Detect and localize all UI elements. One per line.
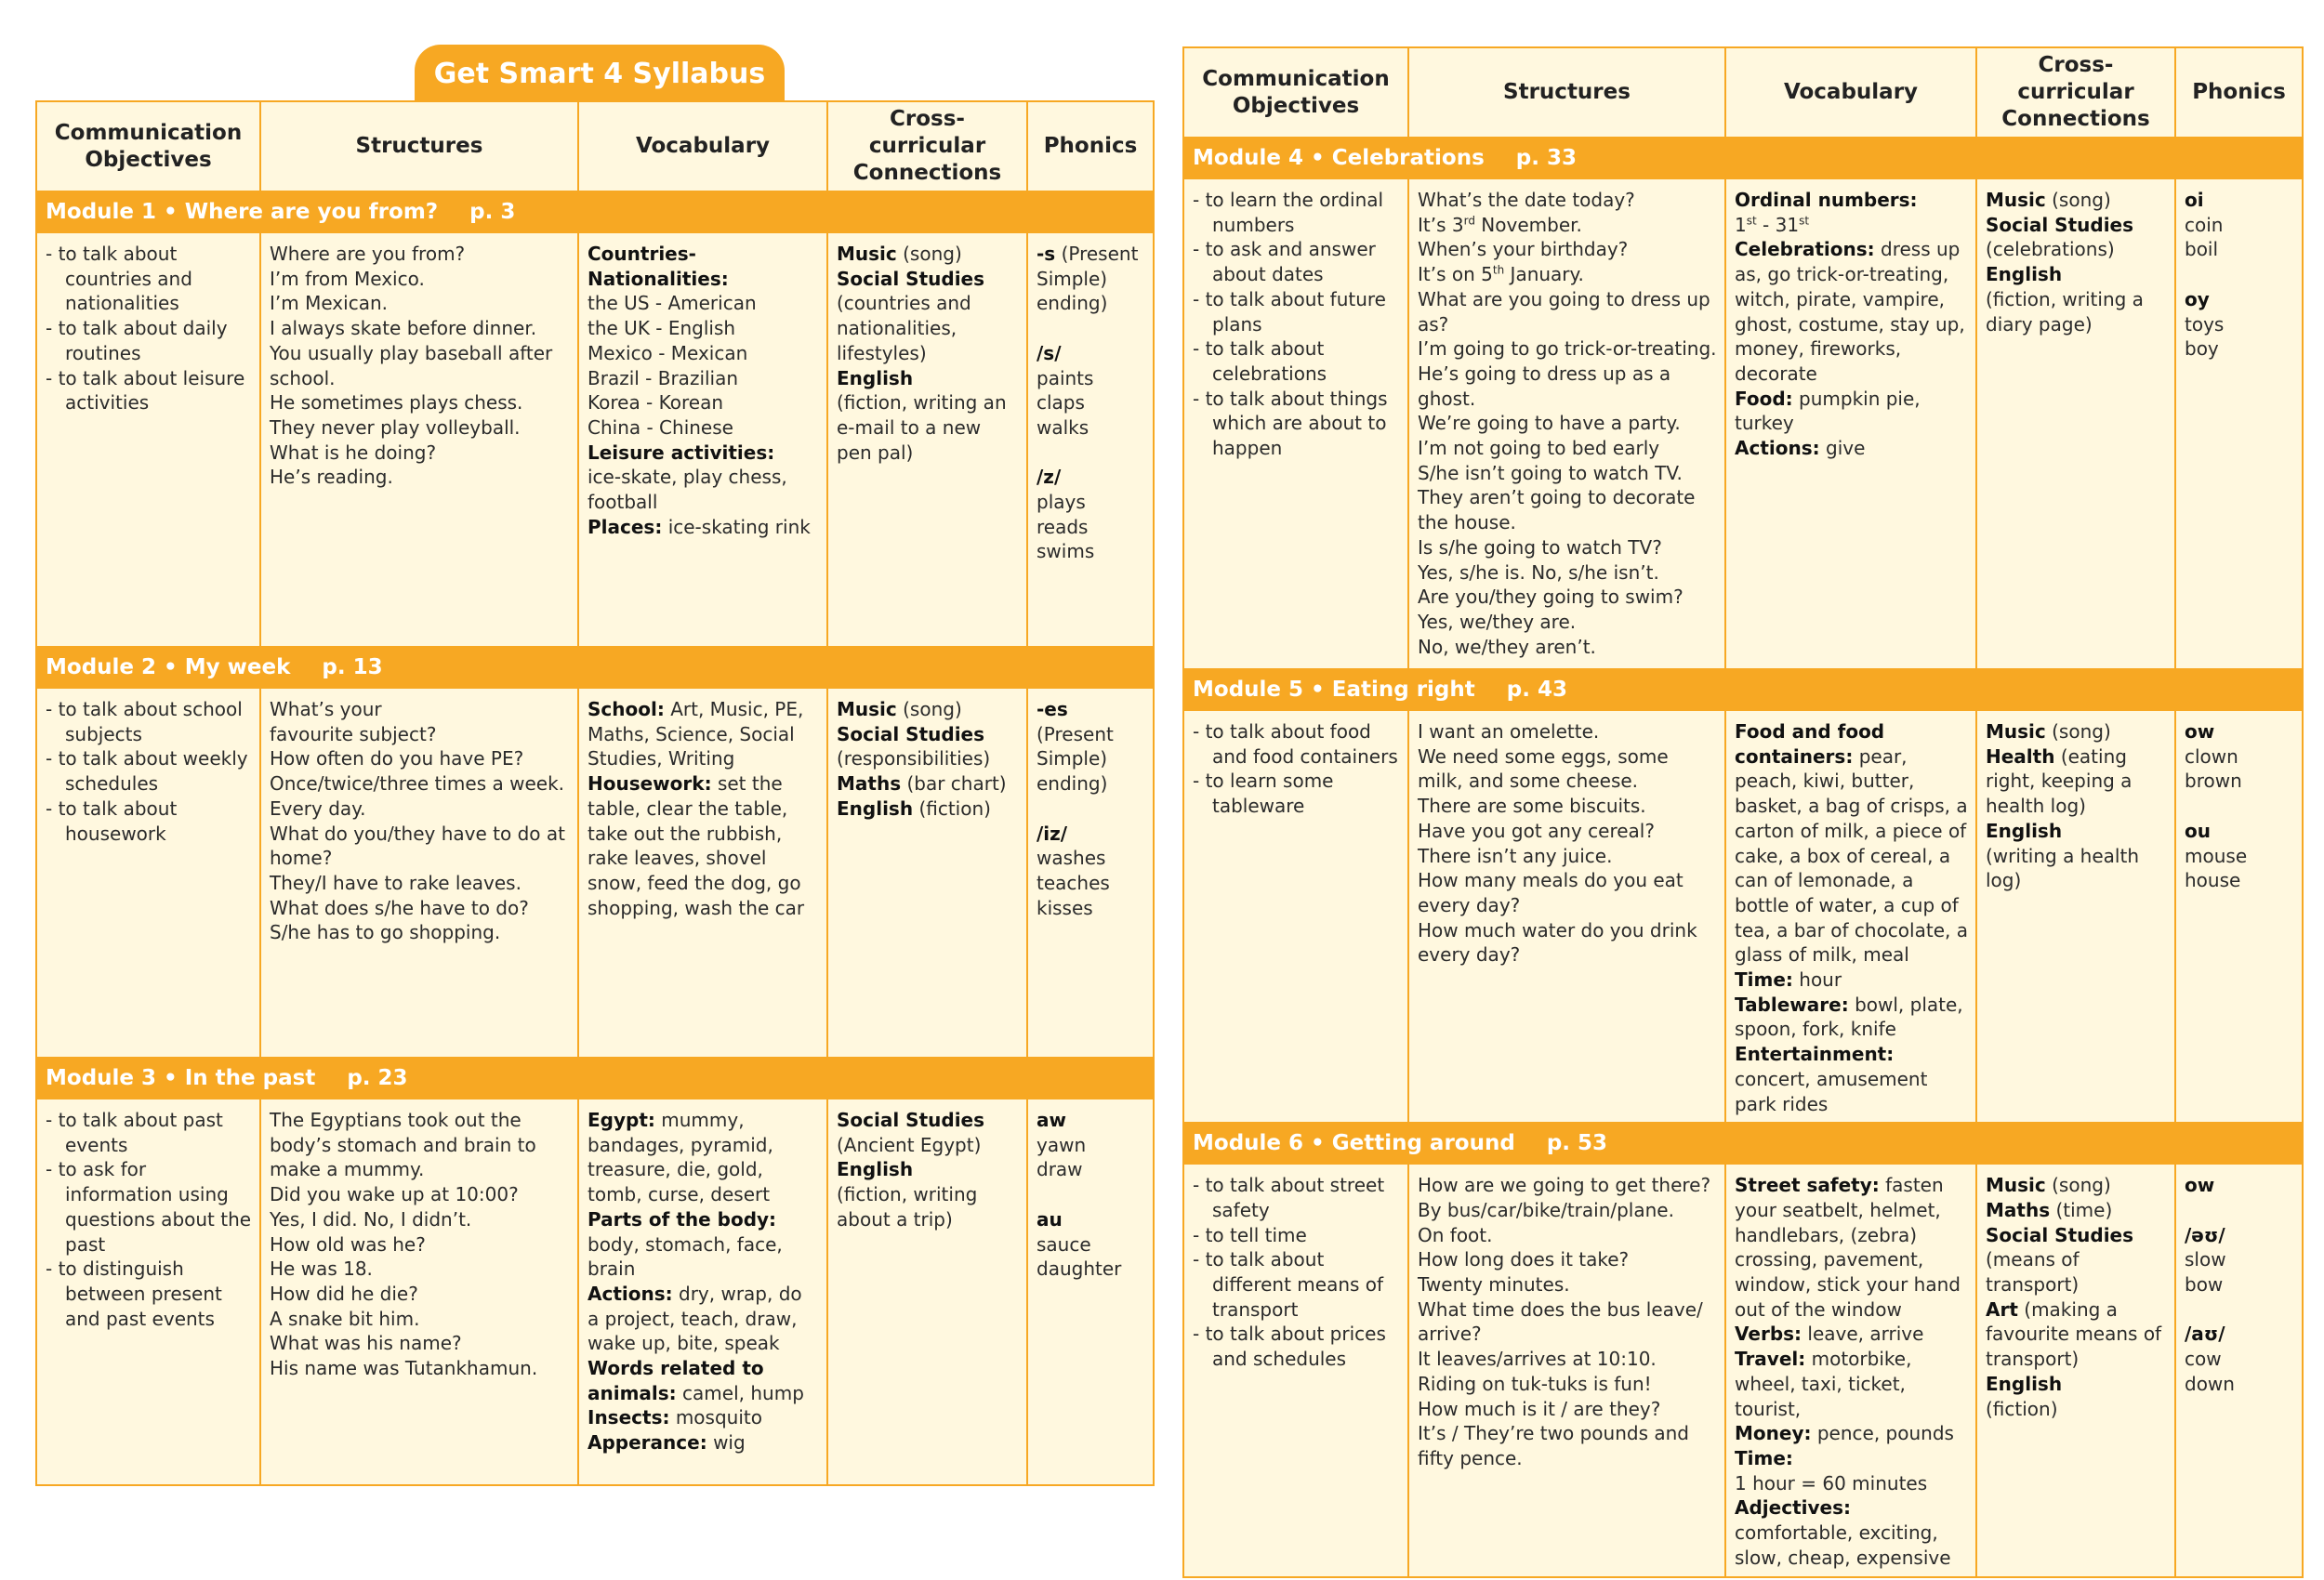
objectives-cell: - to talk about countries and nationalities - to talk about daily routines - to talk about leisure activities: [36, 232, 260, 647]
header-structures: Structures: [260, 101, 578, 191]
module-4-header: [1183, 138, 2303, 178]
module-page: p. 3: [469, 200, 516, 224]
structures-cell: What’s the date today? It’s 3rd November. When’s your birthday? It’s on 5th January. What are you going to dress up as? I’m going to go trick-or-treating. He’s going to dress up as a ghost. We’re going to have a party. I’m not going to bed early S/he isn’t going to watch TV. They aren’t going to decorate the house. Is s/he going to watch TV? Yes, s/he is. No, s/he isn’t. Are you/they going to swim? Yes, we/they are. No, we/they aren’t.: [1408, 178, 1725, 669]
vocabulary-cell: Food and food containers: pear, peach, kiwi, butter, basket, a bag of crisps, a carton of milk, a piece of cake, a box of cereal, a can of lemonade, a bottle of water, a cup of tea, a bar of chocolate, a glass of milk, meal Time: hour Tableware: bowl, plate, spoon, fork, knife Entertainment: concert, amusement park rides: [1725, 710, 1976, 1123]
header-row: [1183, 47, 2303, 138]
page-title: Get Smart 4 Syllabus: [415, 45, 785, 102]
cross-curricular-cell: Music (song) Maths (time) Social Studies (means of transport) Art (making a favourite means of transport) English (fiction): [1976, 1164, 2175, 1576]
syllabus-table-right: [1182, 46, 2304, 1578]
cross-curricular-cell: Music (song) Social Studies (responsibilities) Maths (bar chart) English (fiction): [827, 688, 1027, 1058]
header-structures: Structures: [1408, 47, 1725, 138]
module-2-header: [36, 647, 1154, 688]
module-title: Module 1 • Where are you from?: [46, 200, 439, 224]
objectives-cell: - to talk about food and food containers - to learn some tableware: [1183, 710, 1408, 1123]
objectives-cell: - to talk about school subjects - to talk about weekly schedules - to talk about housework: [36, 688, 260, 1058]
header-cross-curricular: Cross-curricular Connections: [827, 101, 1027, 191]
structures-cell: Where are you from? I’m from Mexico. I’m Mexican. I always skate before dinner. You usually play baseball after school. He sometimes plays chess. They never play volleyball. What is he doing? He’s reading.: [260, 232, 578, 647]
phonics-cell: -es (Present Simple) ending) /iz/ washes teaches kisses: [1027, 688, 1154, 1058]
module-3-row: [36, 1099, 1154, 1485]
header-vocabulary: Vocabulary: [1725, 47, 1976, 138]
syllabus-table-left: [35, 100, 1155, 1486]
module-1-row: [36, 232, 1154, 647]
vocabulary-cell: Street safety: fasten your seatbelt, helmet, handlebars, (zebra) crossing, pavement, window, stick your hand out of the window Verbs: leave, arrive Travel: motorbike, wheel, taxi, ticket, tourist, Money: pence, pounds Time: 1 hour = 60 minutes Adjectives: comfortable, exciting, slow, cheap, expensive: [1725, 1164, 1976, 1576]
module-5-row: [1183, 710, 2303, 1123]
phonics-cell: ow /əʊ/ slow bow /aʊ/ cow down: [2175, 1164, 2303, 1576]
header-row: [36, 101, 1154, 191]
module-4-row: [1183, 178, 2303, 669]
module-title: Module 3 • In the past: [46, 1066, 316, 1090]
module-6-header: [1183, 1123, 2303, 1164]
objectives-cell: - to talk about past events - to ask for information using questions about the past - to distinguish between present and past events: [36, 1099, 260, 1485]
module-6-row: [1183, 1164, 2303, 1576]
cross-curricular-cell: Music (song) Social Studies (countries and nationalities, lifestyles) English (fiction, writing an e-mail to a new pen pal): [827, 232, 1027, 647]
phonics-cell: ow clown brown ou mouse house: [2175, 710, 2303, 1123]
header-phonics: Phonics: [1027, 101, 1154, 191]
module-title: Module 4 • Celebrations: [1193, 146, 1485, 170]
module-title: Module 2 • My week: [46, 655, 291, 679]
header-cross-curricular: Cross-curricular Connections: [1976, 47, 2175, 138]
module-5-header: [1183, 669, 2303, 710]
header-communication-objectives: Communication Objectives: [1183, 47, 1408, 138]
cross-curricular-cell: Music (song) Health (eating right, keeping a health log) English (writing a health log): [1976, 710, 2175, 1123]
module-title: Module 5 • Eating right: [1193, 678, 1475, 702]
module-page: p. 33: [1515, 146, 1577, 170]
vocabulary-cell: School: Art, Music, PE, Maths, Science, Social Studies, Writing Housework: set the table, clear the table, take out the rubbish, rake leaves, shovel snow, feed the dog, go shopping, wash the car: [578, 688, 827, 1058]
structures-cell: The Egyptians took out the body’s stomach and brain to make a mummy. Did you wake up at 10:00? Yes, I did. No, I didn’t. How old was he? He was 18. How did he die? A snake bit him. What was his name? His name was Tutankhamun.: [260, 1099, 578, 1485]
phonics-cell: aw yawn draw au sauce daughter: [1027, 1099, 1154, 1485]
vocabulary-cell: Countries-Nationalities: the US - American the UK - English Mexico - Mexican Brazil - Brazilian Korea - Korean China - Chinese Leisure activities: ice-skate, play chess, football Places: ice-skating rink: [578, 232, 827, 647]
module-page: p. 43: [1506, 678, 1567, 702]
header-phonics: Phonics: [2175, 47, 2303, 138]
objectives-cell: - to learn the ordinal numbers - to ask and answer about dates - to talk about future plans - to talk about celebrations - to talk about things which are about to happen: [1183, 178, 1408, 669]
phonics-cell: -s (Present Simple) ending) /s/ paints claps walks /z/ plays reads swims: [1027, 232, 1154, 647]
cross-curricular-cell: Music (song) Social Studies (celebrations) English (fiction, writing a diary page): [1976, 178, 2175, 669]
objectives-cell: - to talk about street safety - to tell time - to talk about different means of transport - to talk about prices and schedules: [1183, 1164, 1408, 1576]
module-3-header: [36, 1058, 1154, 1099]
module-1-header: [36, 191, 1154, 232]
module-page: p. 13: [322, 655, 383, 679]
header-communication-objectives: Communication Objectives: [36, 101, 260, 191]
structures-cell: How are we going to get there? By bus/car/bike/train/plane. On foot. How long does it take? Twenty minutes. What time does the bus leave/ arrive? It leaves/arrives at 10:10. Riding on tuk-tuks is fun! How much is it / are they? It’s / They’re two pounds and fifty pence.: [1408, 1164, 1725, 1576]
vocabulary-cell: Egypt: mummy, bandages, pyramid, treasure, die, gold, tomb, curse, desert Parts of the body: body, stomach, face, brain Actions: dry, wrap, do a project, teach, draw, wake up, bite, speak Words related to animals: camel, hump Insects: mosquito Apperance: wig: [578, 1099, 827, 1485]
structures-cell: I want an omelette. We need some eggs, some milk, and some cheese. There are some biscuits. Have you got any cereal? There isn’t any juice. How many meals do you eat every day? How much water do you drink every day?: [1408, 710, 1725, 1123]
module-page: p. 53: [1546, 1131, 1608, 1156]
module-2-row: [36, 688, 1154, 1058]
vocabulary-cell: Ordinal numbers: 1st - 31st Celebrations: dress up as, go trick-or-treating, witch, pirate, vampire, ghost, costume, stay up, money, fireworks, decorate Food: pumpkin pie, turkey Actions: give: [1725, 178, 1976, 669]
phonics-cell: oi coin boil oy toys boy: [2175, 178, 2303, 669]
structures-cell: What’s your favourite subject? How often do you have PE? Once/twice/three times a week. Every day. What do you/they have to do at home? They/I have to rake leaves. What does s/he have to do? S/he has to go shopping.: [260, 688, 578, 1058]
module-page: p. 23: [347, 1066, 408, 1090]
cross-curricular-cell: Social Studies (Ancient Egypt) English (fiction, writing about a trip): [827, 1099, 1027, 1485]
header-vocabulary: Vocabulary: [578, 101, 827, 191]
module-title: Module 6 • Getting around: [1193, 1131, 1515, 1156]
